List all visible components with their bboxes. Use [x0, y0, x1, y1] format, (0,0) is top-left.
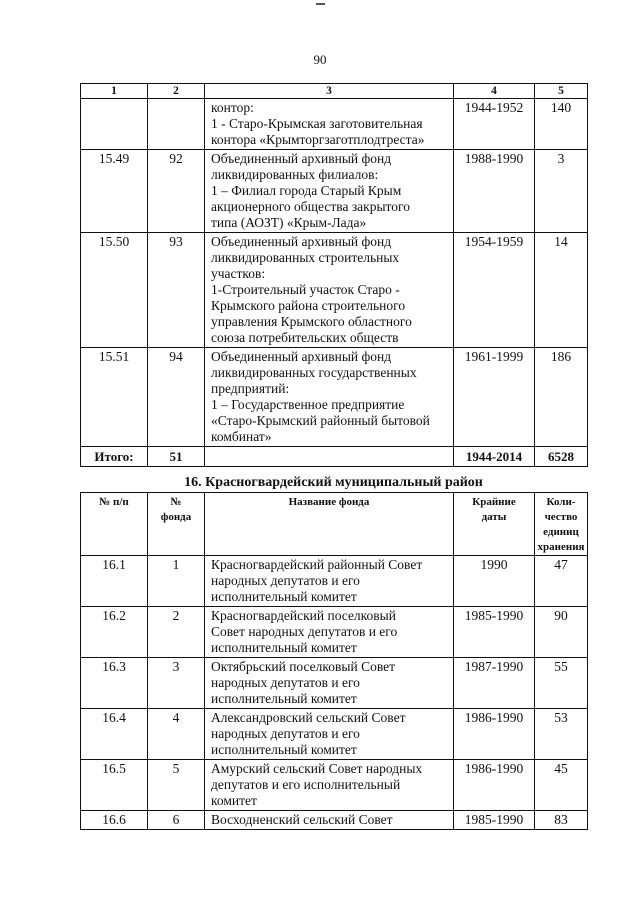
- fund-name-line: исполнительный комитет: [211, 742, 357, 757]
- section-title: 16. Красногвардейский муниципальный район: [184, 475, 483, 490]
- fund-name-line: комитет: [211, 793, 257, 808]
- table-row: [81, 150, 588, 233]
- row-number: 16.6: [81, 811, 148, 830]
- table-header-row: [81, 493, 588, 556]
- table-row: [81, 658, 588, 709]
- header-dates-line: даты: [481, 511, 507, 523]
- fund-name-line: Амурский сельский Совет народных: [211, 761, 423, 776]
- date-range: 1986-1990: [454, 709, 535, 760]
- fund-name-line: управления Крымского областного: [211, 314, 412, 329]
- fund-name: [205, 811, 454, 830]
- fund-name-line: акционерного общества закрытого: [211, 199, 410, 214]
- storage-units: 90: [535, 607, 588, 658]
- fund-number: 1: [148, 556, 205, 607]
- fund-name-line: народных депутатов и его: [211, 573, 360, 588]
- fund-name-line: контора «Крымторгзаготплодтреста»: [211, 132, 425, 147]
- storage-units: 53: [535, 709, 588, 760]
- row-number: 16.2: [81, 607, 148, 658]
- row-number: 15.49: [81, 150, 148, 233]
- table-row: [81, 607, 588, 658]
- fund-name-line: исполнительный комитет: [211, 691, 357, 706]
- fund-name-line: Совет народных депутатов и его: [211, 624, 398, 639]
- fund-name: [205, 99, 454, 150]
- column-number: 1: [81, 84, 148, 99]
- storage-units: 45: [535, 760, 588, 811]
- header-fund-number-line: №: [170, 496, 182, 508]
- total-fund-count: 51: [148, 447, 205, 467]
- table-row: [81, 233, 588, 348]
- column-number-header: [81, 84, 588, 99]
- date-range: 1988-1990: [454, 150, 535, 233]
- header-fund-number: [148, 493, 205, 556]
- fund-name-line: Красногвардейский районный Совет: [211, 557, 423, 572]
- header-units-line: хранения: [537, 541, 585, 553]
- date-range: 1987-1990: [454, 658, 535, 709]
- date-range: 1986-1990: [454, 760, 535, 811]
- page-number: 90: [313, 52, 327, 67]
- fund-name-line: 1 - Старо-Крымская заготовительная: [211, 116, 423, 131]
- row-number: [81, 99, 148, 150]
- table-row: [81, 99, 588, 150]
- column-number: 5: [535, 84, 588, 99]
- storage-units: 140: [535, 99, 588, 150]
- scan-mark: [316, 3, 325, 5]
- fund-number: 6: [148, 811, 205, 830]
- header-row-number: № п/п: [81, 493, 148, 556]
- table-row: [81, 760, 588, 811]
- fund-name-line: предприятий:: [211, 381, 290, 396]
- storage-units: 186: [535, 348, 588, 447]
- fund-name: [205, 709, 454, 760]
- fund-name: [205, 760, 454, 811]
- date-range: 1961-1999: [454, 348, 535, 447]
- header-fund-name: Название фонда: [205, 493, 454, 556]
- date-range: 1990: [454, 556, 535, 607]
- fund-name: [205, 556, 454, 607]
- fund-name-line: народных депутатов и его: [211, 675, 360, 690]
- storage-units: 47: [535, 556, 588, 607]
- header-units: [535, 493, 588, 556]
- row-number: 16.3: [81, 658, 148, 709]
- storage-units: 3: [535, 150, 588, 233]
- table-row: [81, 556, 588, 607]
- row-number: 15.50: [81, 233, 148, 348]
- storage-units: 83: [535, 811, 588, 830]
- archive-table-section-16: [80, 492, 588, 830]
- fund-name-line: ликвидированных строительных: [211, 250, 400, 265]
- fund-name-line: 1 – Государственное предприятие: [211, 397, 405, 412]
- total-dates: 1944-2014: [454, 447, 535, 467]
- header-units-line: чество: [544, 511, 578, 523]
- fund-number: 94: [148, 348, 205, 447]
- fund-number: 3: [148, 658, 205, 709]
- column-number: 3: [205, 84, 454, 99]
- row-number: 15.51: [81, 348, 148, 447]
- fund-name-line: народных депутатов и его: [211, 726, 360, 741]
- fund-name-line: исполнительный комитет: [211, 640, 357, 655]
- fund-number: [148, 99, 205, 150]
- fund-name-line: ликвидированных филиалов:: [211, 167, 379, 182]
- fund-name-line: контор:: [211, 100, 254, 115]
- fund-name-line: Объединенный архивный фонд: [211, 151, 392, 166]
- fund-name-line: Объединенный архивный фонд: [211, 234, 392, 249]
- fund-name-line: участков:: [211, 266, 266, 281]
- table-row: [81, 811, 588, 830]
- fund-name: [205, 348, 454, 447]
- row-number: 16.5: [81, 760, 148, 811]
- fund-name-line: «Старо-Крымский районный бытовой: [211, 413, 430, 428]
- fund-name-line: исполнительный комитет: [211, 589, 357, 604]
- fund-name-line: Александровский сельский Совет: [211, 710, 406, 725]
- header-dates: [454, 493, 535, 556]
- column-number: 2: [148, 84, 205, 99]
- date-range: 1985-1990: [454, 607, 535, 658]
- fund-name-line: комбинат»: [211, 429, 272, 444]
- fund-name: [205, 658, 454, 709]
- fund-name-line: Восходненский сельский Совет: [211, 812, 393, 827]
- total-name-cell: [205, 447, 454, 467]
- header-fund-number-line: фонда: [160, 511, 192, 523]
- fund-name-line: типа (АОЗТ) «Крым-Лада»: [211, 215, 367, 230]
- header-dates-line: Крайние: [472, 496, 516, 508]
- fund-name: [205, 150, 454, 233]
- total-units: 6528: [535, 447, 588, 467]
- fund-name-line: Объединенный архивный фонд: [211, 349, 392, 364]
- total-row: [81, 447, 588, 467]
- header-units-line: Коли-: [546, 496, 576, 508]
- storage-units: 55: [535, 658, 588, 709]
- date-range: 1944-1952: [454, 99, 535, 150]
- table-row: [81, 709, 588, 760]
- date-range: 1954-1959: [454, 233, 535, 348]
- fund-number: 4: [148, 709, 205, 760]
- date-range: 1985-1990: [454, 811, 535, 830]
- archive-table-continued: [80, 83, 588, 467]
- row-number: 16.1: [81, 556, 148, 607]
- header-units-line: единиц: [543, 526, 579, 538]
- fund-name-line: депутатов и его исполнительный: [211, 777, 401, 792]
- fund-name-line: ликвидированных государственных: [211, 365, 417, 380]
- fund-name-line: союза потребительских обществ: [211, 330, 399, 345]
- fund-name-line: 1 – Филиал города Старый Крым: [211, 183, 402, 198]
- table-row: [81, 348, 588, 447]
- fund-name-line: 1-Строительный участок Старо -: [211, 282, 400, 297]
- fund-name-line: Октябрьский поселковый Совет: [211, 659, 396, 674]
- fund-number: 92: [148, 150, 205, 233]
- fund-number: 93: [148, 233, 205, 348]
- fund-number: 5: [148, 760, 205, 811]
- row-number: 16.4: [81, 709, 148, 760]
- fund-name: [205, 607, 454, 658]
- fund-name-line: Красногвардейский поселковый: [211, 608, 396, 623]
- total-label: Итого:: [81, 447, 148, 467]
- column-number: 4: [454, 84, 535, 99]
- fund-name: [205, 233, 454, 348]
- fund-number: 2: [148, 607, 205, 658]
- fund-name-line: Крымского района строительного: [211, 298, 406, 313]
- storage-units: 14: [535, 233, 588, 348]
